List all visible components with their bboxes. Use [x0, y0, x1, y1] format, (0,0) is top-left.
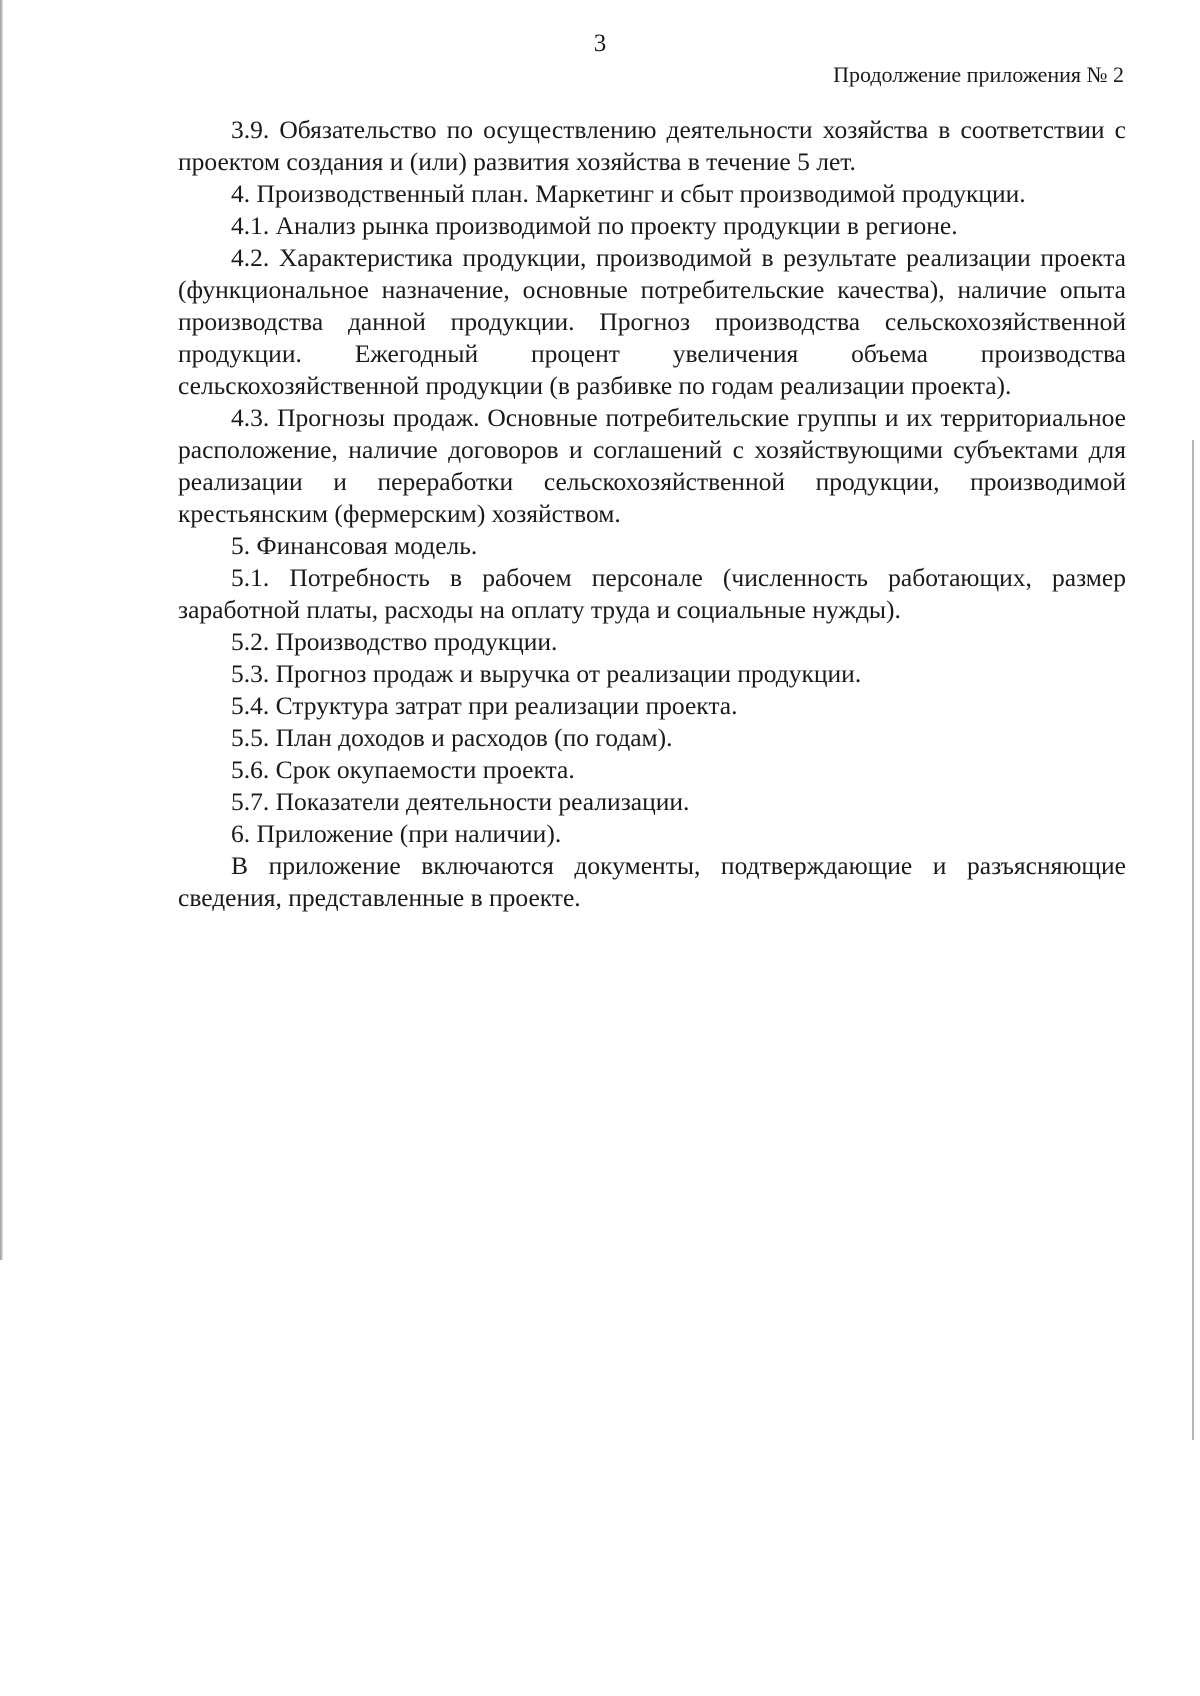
paragraph-5-1: 5.1. Потребность в рабочем персонале (численность работающих, размер заработной платы, расходы на оплату труда и социальные нужды).	[178, 563, 1126, 624]
paragraph-4-1: 4.1. Анализ рынка производимой по проекту продукции в регионе.	[231, 211, 958, 240]
scan-edge-right	[1192, 440, 1194, 1440]
paragraph-4: 4. Производственный план. Маркетинг и сбыт производимой продукции.	[231, 179, 1026, 208]
paragraph-5: 5. Финансовая модель.	[231, 531, 478, 560]
paragraph-5-7: 5.7. Показатели деятельности реализации.	[231, 787, 690, 816]
paragraph-5-6: 5.6. Срок окупаемости проекта.	[231, 755, 575, 784]
paragraph-5-4: 5.4. Структура затрат при реализации проекта.	[231, 691, 738, 720]
paragraph-5-2: 5.2. Производство продукции.	[231, 627, 558, 656]
paragraph-4-3: 4.3. Прогнозы продаж. Основные потребительские группы и их территориальное расположение, наличие договоров и соглашений с хозяйствующими субъектами для реализации и переработки сельскохозяйственной продукции, производимой крестьянским (фермерским) хозяйством.	[178, 403, 1126, 528]
appendix-continuation-note: Продолжение приложения № 2	[833, 62, 1124, 87]
paragraph-5-3: 5.3. Прогноз продаж и выручка от реализации продукции.	[231, 659, 862, 688]
paragraph-3-9: 3.9. Обязательство по осуществлению деятельности хозяйства в соответствии с проектом создания и (или) развития хозяйства в течение 5 лет.	[178, 115, 1126, 176]
paragraph-4-2: 4.2. Характеристика продукции, производимой в результате реализации проекта (функциональное назначение, основные потребительские качества), наличие опыта производства данной продукции. Прогноз производства сельскохозяйственной продукции. Ежегодный процент увеличения объема производства сельскохозяйственной продукции (в разбивке по годам реализации проекта).	[178, 243, 1126, 400]
scan-edge-left	[0, 0, 3, 1260]
paragraph-5-5: 5.5. План доходов и расходов (по годам).	[231, 723, 673, 752]
page-number: 3	[593, 30, 607, 57]
paragraph-6: 6. Приложение (при наличии).	[231, 819, 562, 848]
document-body	[178, 114, 1126, 914]
paragraph-appendix-description: В приложение включаются документы, подтверждающие и разъясняющие сведения, представленные в проекте.	[178, 851, 1126, 912]
